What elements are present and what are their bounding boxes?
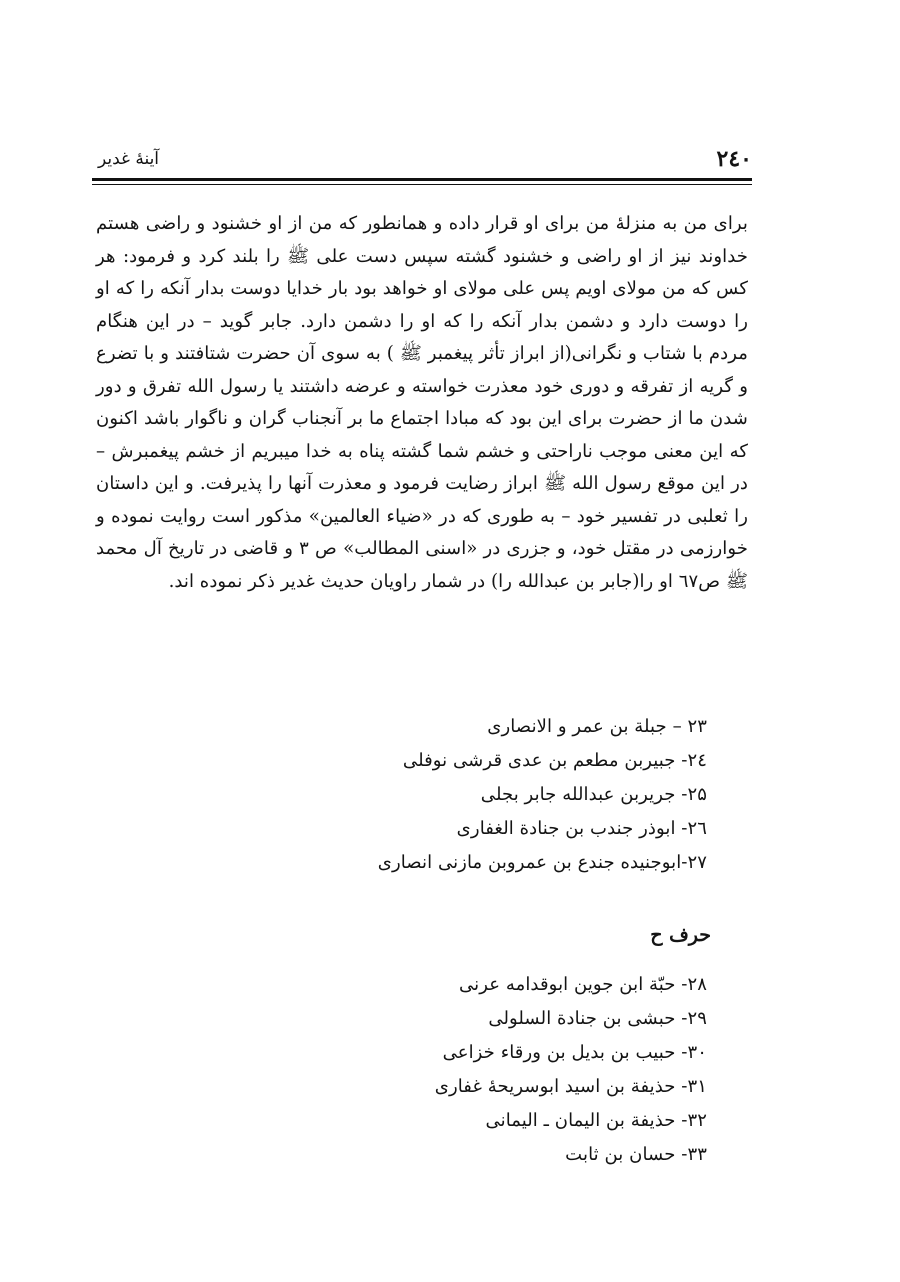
list-item: ۲٦- ابوذر جندب بن جنادة الغفاری bbox=[456, 818, 707, 839]
section-heading: حرف ح bbox=[650, 924, 711, 946]
list-item: ۳۱- حذیفة بن اسید ابوسریحهٔ غفاری bbox=[434, 1076, 707, 1097]
list-item: ۲۵- جریربن عبدالله جابر بجلی bbox=[480, 784, 707, 805]
header-rule-thin bbox=[92, 184, 752, 185]
list-item: ۲۷-ابوجنیده جندع بن عمروبن مازنی انصاری bbox=[377, 852, 707, 873]
header-rule-thick bbox=[92, 178, 752, 181]
list-item: ۳۰- حبیب بن بدیل بن ورقاء خزاعی bbox=[442, 1042, 707, 1063]
list-item: ۲۸- حبّة ابن جوین ابوقدامه عرنی bbox=[459, 974, 707, 995]
page-number: ۲٤۰ bbox=[716, 146, 752, 172]
list-item: ۲٤- جبیربن مطعم بن عدی قرشی نوفلی bbox=[402, 750, 707, 771]
list-item: ۳۳- حسان بن ثابت bbox=[565, 1144, 707, 1165]
narrators-list-ha bbox=[435, 968, 707, 1172]
list-item: ۳۲- حذیفة بن الیمان ـ الیمانی bbox=[485, 1110, 707, 1131]
running-title: آینهٔ غدیر bbox=[98, 149, 160, 169]
body-paragraph: برای من به منزلهٔ من برای او قرار داده و همانطور که من از او خشنود و راضی هستم خداوند نیز از او راضی و خشنود گشته سپس دست علی ﷺ را بلند کرد و فرمود: هر کس که من مولای اویم پس علی مولای او خواهد بود بار خدایا دوست بدار آنکه را که او را دوست دارد و دشمن بدار آنکه را که او را دشمن دارد. جابر گوید – در این هنگام مردم با شتاب و نگرانی(از ابراز تأثر پیغمبر ﷺ ) به سوی آن حضرت شتافتند و با تضرع و گریه از تفرقه و دوری خود معذرت خواسته و عرضه داشتند یا رسول الله تفرق و دور شدن ما از حضرت برای این بود که مبادا اجتماع ما بر آنجناب گران و ناگوار باشد اکنون که این معنی موجب ناراحتی و خشم شما گشته پناه به خدا میبریم از خشم پیغمبرش – در این موقع رسول الله ﷺ ابراز رضایت فرمود و معذرت آنها را پذیرفت. و این داستان را ثعلبی در تفسیر خود – به طوری که در «ضیاء العالمین» مذکور است روایت نموده و خوارزمی در مقتل خود، و جزری در «اسنی المطالب» ص ۳ و قاضی در تاریخ آل محمد ﷺ ص٦٧ او را(جابر بن عبدالله را) در شمار راویان حدیث غدیر ذکر نموده اند. bbox=[96, 213, 748, 592]
list-item: ۲۳ – جبلة بن عمر و الانصاری bbox=[487, 716, 707, 737]
list-item: ۲۹- حبشی بن جنادة السلولی bbox=[488, 1008, 707, 1029]
page-header bbox=[92, 142, 752, 182]
narrators-list-jim bbox=[378, 710, 707, 880]
